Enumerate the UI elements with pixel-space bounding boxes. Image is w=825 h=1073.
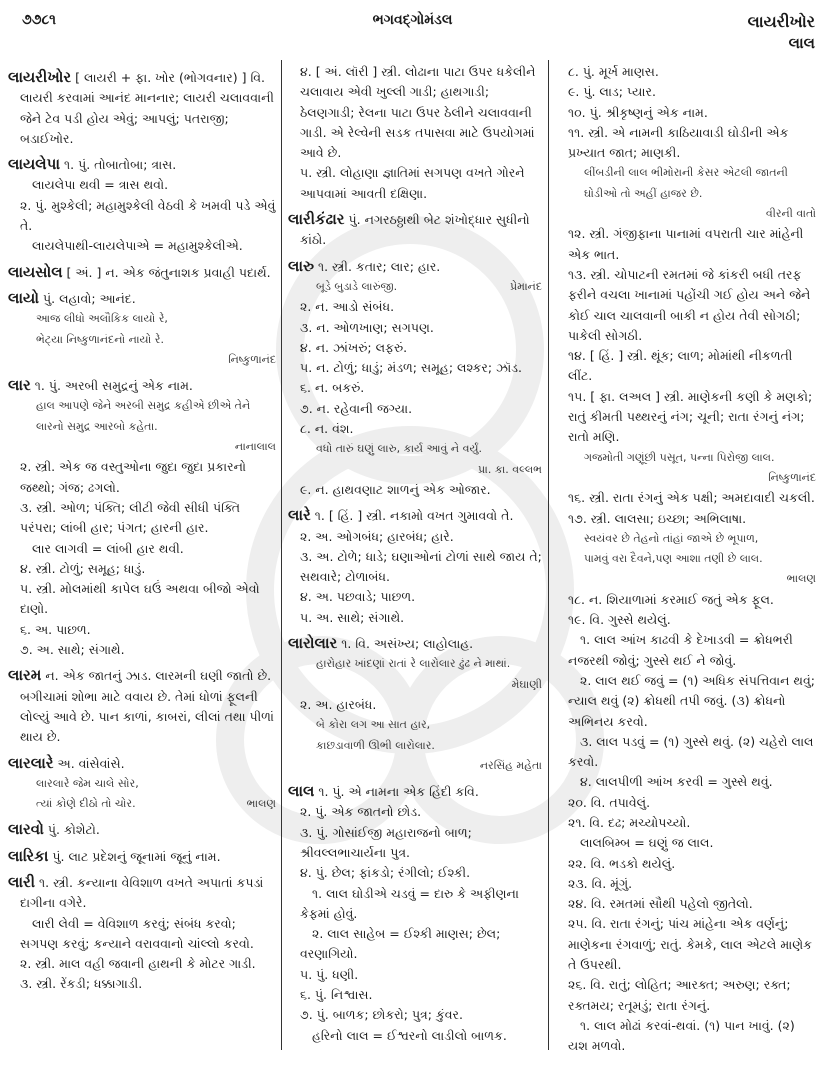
idiom-usage [8,236,276,256]
entry-text: હાલ આપણે જેને અરબી સમુદ્ર કહીએ છીએ તેને લારનો સમુદ્ર આરબો કહેતા. [36,399,251,433]
column-divider [281,60,282,1050]
entry-text: ૧. પું. અરબી સમુદ્રનું એક નામ. [30,378,193,394]
entry-text: ૪. સ્ત્રી. ટોળું; સમૂહ; ધાડું. [20,560,146,576]
quote-attribution [556,468,816,488]
headword: લાયસોલ [8,262,63,281]
entry-text: ૪. લાલપીળી આંખ કરવી = ગુસ્સે થવું. [580,774,773,790]
entry-text: ૨. લાલ થઈ જવું = (૧) અધિક સંપત્તિવાન થવું; ન્યાલ થવું (૨) ક્રોધથી તપી જવું. (૩) ક્રોધનો અભિનય કરવો. [568,672,815,729]
page-number: ૭૭૮૧ [22,12,57,28]
entry-text: ૧૫. [ ફા. લઅલ ] સ્ત્રી. માણેકની કણી કે મણકો; રાતું કીમતી પથ્થરનું નંગ; ચૂની; રાતા રંગનું નંગ; રાતો મણિ. [568,388,813,445]
entry-text: પું. લાટ પ્રદેશનું જૂનામાં જૂનું નામ. [48,848,221,864]
entry-text: પામવું વરા દૈવને,પણ આશા તણી છે લાલ. [584,552,763,566]
sense-definition [288,965,542,985]
dictionary-entry [8,665,276,747]
dictionary-entry [8,375,276,396]
sense-definition [288,318,542,338]
sense-definition [288,547,542,588]
sense-definition [288,358,542,378]
entry-text: ૪. પું. છેલ; ફાંકડો; રંગીલો; ઈશ્કી. [300,865,471,881]
idiom-usage [556,1016,816,1057]
entry-text: લારલારે જેમ ચાલે સોર, [36,776,139,790]
quote-attribution [288,675,542,695]
entry-text: ૨. અ. ઓગબંધ; હારબંધ; હારે. [300,528,454,544]
headword: લાયલેપા [8,155,61,174]
idiom-usage [8,539,276,559]
entry-text: ૯. પું. લાડ; પ્યાર. [568,84,656,100]
entry-text: ભેટ્યા નિષ્કુળાનંદનો નાયો રે. [36,332,164,346]
sense-definition [288,608,542,628]
example-quote [8,330,276,350]
sense-definition [556,610,816,630]
sense-definition [556,103,816,123]
entry-text: ૨૬. વિ. રાતું; લોહિત; આરક્ત; અરુણ; રક્ત; રક્તમય; રતૂમડું; રાતા રંગનું. [568,977,791,1013]
entry-text: ૨. અ. હારબંધ. [300,696,377,712]
entry-text: ૫. અ. સાથે; સંગાથે. [300,609,405,625]
dictionary-entry [288,505,542,526]
example-quote [556,163,816,204]
sense-definition [8,196,276,237]
entry-text: ૫. પું. ધણી. [300,966,359,982]
idiom-usage [8,175,276,195]
dictionary-entry [8,846,276,867]
sense-definition [556,793,816,813]
entry-text: ૨. ન. આડો સંબંધ. [300,299,395,315]
entry-text: [ અં. ] ન. એક જંતુનાશક પ્રવાહી પદાર્થ. [62,264,271,280]
quote-attribution [288,460,542,480]
sense-definition [8,620,276,640]
dictionary-entry [8,288,276,309]
sense-definition [288,863,542,883]
entry-text: ૧. સ્ત્રી. કન્યાના વેવિશાળ વખતે અપાતાં કપડાં દાગીના વગેરે. [20,874,264,911]
sense-definition [556,265,816,346]
sense-definition [288,802,542,822]
sense-definition [556,894,816,914]
entry-text: ૧. લાલ મોઢાં કરવાં-થવાં. (૧) પાન ખાવું. (૨) યશ મળવો. [568,1017,795,1054]
entry-text: ૯. ન. હાથવણાટ શાળનું એક ઓજાર. [300,481,491,497]
dictionary-entry [8,262,276,283]
column-divider [548,60,549,1050]
entry-text: ૧. [ હિં. ] સ્ત્રી. નકામો વખત ગુમાવવો તે. [310,508,514,524]
entry-text: ૨૨. વિ. ભડકો થયેલું. [568,855,676,871]
quote-attribution [8,350,276,370]
sense-definition [556,914,816,975]
example-quote [556,549,816,569]
entry-text: ૮. ન. વંશ. [300,421,354,437]
entry-text: [ લાયરી + ફા. ખોર (ભોગવનાર) ] વિ. લાયરી કરવામાં આનંદ માનનાર; લાયરી ચલાવવાની જેને ટેવ પડી હોય એવું; આપલું; પતરાજી; બડાઈખોર. [20,70,274,146]
example-quote [556,529,816,549]
sense-definition [288,1005,542,1025]
sense-definition [288,338,542,358]
sense-definition [288,587,542,607]
entry-text: મેઘાણી [511,677,542,691]
entry-text: ૧૬. સ્ત્રી. રાતા રંગનું એક પક્ષી; અમદાવાદી ચકલી. [568,490,815,506]
sense-definition [288,695,542,715]
sense-definition [288,985,542,1005]
quote-attribution [556,569,816,589]
entry-text: અ. વાંસેવાંસે. [53,755,125,771]
entry-text: ૧૮. ન. શિયાળામાં કરમાઈ જતું એક ફૂલ. [568,591,774,607]
entry-text: ૪. અ. પછવાડે; પાછળ. [300,589,416,605]
entry-text: ૧૭. સ્ત્રી. લાલસા; ઇચ્છા; અભિલાષા. [568,510,747,526]
entry-text: નિષ્કુળાનંદ [228,352,276,366]
entry-text: પું. લહાવો; આનંદ. [39,290,136,306]
running-head-first-word: લાયરીખોર [747,12,815,31]
entry-text: ૧૯. વિ. ગુસ્સે થયેલું. [568,612,671,628]
sense-definition [8,640,276,660]
entry-text: પું. નગરઠઠ્ઠાથી બેટ શંખોદ્ધાર સુધીનો કાંઠો. [300,212,530,248]
sense-definition [556,82,816,102]
entry-text: ૩. અ. ટોળે; ધાડે; ઘણાઓનાં ટોળાં સાથે જાય તે; સથવારે; ટોળાબંધ. [300,548,542,585]
headword: લાર [8,376,31,395]
example-quote [8,794,276,814]
entry-text: હરિનો લાલ = ઈશ્વરનો લાડીલો બાળક. [312,1027,507,1043]
entry-text: ૮. પું. મૂર્ખ માણસ. [568,64,659,79]
entry-text: બે કોરા લગ આ સાત હાર, [316,718,431,732]
example-quote [288,277,542,297]
sense-definition [288,297,542,317]
sense-definition [556,813,816,833]
sense-definition [556,123,816,164]
headword: લારમ [8,666,42,685]
entry-text: નિષ્કુળાનંદ [768,470,816,484]
entry-text: હારોહાર ખાંદણાં રાતાં રે લારોલાર ઢુંઢ ને માથાં. [316,657,511,671]
dictionary-entry [288,209,542,251]
entry-text: લારી લેવી = વેવિશાળ કરવું; સંબંધ કરવો; સગપણ કરવું; કન્યાને વરાવવાનો ચાંલ્લો કરવો. [20,915,254,951]
example-quote [8,396,276,437]
entry-text: ૨૩. વિ. મૂંગું. [568,875,633,891]
idiom-usage [556,630,816,671]
sense-definition [556,975,816,1016]
entry-text: પું. કોશેટો. [43,822,100,838]
sense-definition [8,559,276,579]
entry-text: ૨૦. વિ. તપાવેલું. [568,794,651,810]
entry-text: ૧. લાલ આંખ કાઢવી કે દેખાડવી = ક્રોધભરી નજરથી જોવું; ગુસ્સે થઈ ને જોવું. [568,632,793,668]
quote-attribution [556,204,816,224]
sense-definition [556,387,816,448]
headword: લાયરીખોર [8,68,72,86]
entry-text: ૫. ન. ટોળું; ધાડું; મંડળ; સમૂહ; લશ્કર; ઝૉડ. [300,360,523,376]
entry-text: ૫. સ્ત્રી. લોહાણા જ્ઞાતિમાં સગપણ વખતે ગોરને આપવામાં આવતી દક્ષિણા. [300,165,525,201]
entry-text: લાલબિમ્બ = ઘણું જ લાલ. [580,835,714,851]
headword: લાલ [288,782,315,801]
sense-definition [288,399,542,419]
entry-text: કાછડાવાળી ઊભી લારોલાર. [316,738,435,752]
entry-text: ૭. ન. રહેવાની જગ્યા. [300,400,413,416]
entry-text: ૨. સ્ત્રી. માલ વહી જવાની હાથની કે મોટર ગાડી. [20,956,256,972]
entry-text: ૭. પું. બાળક; છોકરો; પુત્ર; કુંવર. [300,1007,463,1023]
entry-text: ૨૫. વિ. રાતા રંગનું; પાંચ માંહેના એક વર્ણનું; માણેકના રંગવાળું; રાતું. કેમકે, લાલ એટલે માણેક તે ઉપરથી. [568,916,812,973]
entry-text: નરસિંહ મહેતા [479,758,542,772]
sense-definition [8,579,276,620]
sense-definition [556,509,816,529]
sense-definition [8,457,276,498]
dictionary-entry [8,753,276,774]
entry-text: ૧. સ્ત્રી. કતાર; લાર; હાર. [314,258,441,274]
headword: લારુ [288,256,315,275]
sense-definition [556,62,816,82]
headword: લારોલાર [288,634,338,653]
idiom-usage [288,884,542,925]
entry-text: ૧૪. [ હિં. ] સ્ત્રી. થૂંક; લાળ; મોમાંથી નીકળતી લીંટ. [568,348,793,384]
example-quote [8,309,276,329]
example-quote [8,774,276,794]
example-quote [556,448,816,468]
column-1 [8,62,276,995]
entry-text: નાનાલાલ [234,440,276,454]
quote-attribution: પ્રેમાનંદ [510,279,542,293]
idiom-usage [556,732,816,773]
column-3 [556,62,816,1057]
quote-attribution [8,437,276,457]
sense-definition [8,498,276,539]
entry-text: ૫. સ્ત્રી. મોલમાંથી કાપેલ ઘઉં અથવા બીજો એવો દાણો. [20,581,260,617]
entry-text: ૧. પું. એ નામના એક હિંદી કવિ. [314,784,479,800]
headword: લાયો [8,288,40,307]
idiom-usage [556,833,816,853]
sense-definition [556,590,816,610]
example-quote [288,736,542,756]
sense-definition [288,62,542,163]
sense-definition [8,954,276,974]
entry-text: ૬. અ. પાછળ. [20,621,91,637]
entry-text: લાયલેપાથી-લાયલેપાએ = મહામુશ્કેલીએ. [32,238,243,254]
entry-text: ૬. પું. નિશ્વાસ. [300,987,373,1003]
entry-text: ૧૨. સ્ત્રી. ગંજીફાના પાનામાં વપરાતી ચાર માંહેની એક ભાત. [568,226,804,262]
sense-definition [556,224,816,265]
sense-definition [288,480,542,500]
entry-text: લાર લાગવી = લાંબી હાર થવી. [32,540,184,556]
sense-definition [8,974,276,994]
sense-definition [556,346,816,387]
entry-text: ૨૧. વિ. દઢ; મચ્યોપચ્યો. [568,814,691,830]
entry-text: ૪. [ અં. લૉરી ] સ્ત્રી. લોઢાના પાટા ઉપર ધકેલીને ચલાવાય એવી ખુલ્લી ગાડી; હાથગાડી; ઠેલણગાડી; રેલના પાટા ઉપર ઠેલીને ચલાવવાની ગાડી. એ રેલ્વેની સડક તપાસવા માટે ઉપયોગમાં આવે છે. [300,64,536,161]
entry-text: ૩. સ્ત્રી. રેંકડી; ધક્કાગાડી. [20,976,143,992]
quote-attribution: ભાલણ [246,797,276,811]
idiom-usage [288,924,542,965]
entry-text: બૂડે બુડાડે લારુંજી. [316,279,398,293]
example-quote [288,715,542,735]
sense-definition [556,488,816,508]
entry-text: ૬. ન. બકરું. [300,380,365,396]
entry-text: ૨. પું. મુશ્કેલી; મહામુશ્કેલી વેઠવી કે ખમવી પડે એવું તે. [20,197,276,234]
quote-attribution [288,756,542,776]
entry-text: ૧૧. સ્ત્રી. એ નામની કાઠિયાવાડી ઘોડીની એક પ્રખ્યાત જાત; માણકી. [568,124,789,161]
dictionary-entry [288,633,542,654]
entry-text: ૨. સ્ત્રી. એક જ વસ્તુઓના જુદા જુદા પ્રકારનો જથ્થો; ગંજ; ઢગલો. [20,459,247,495]
entry-text: ૨. પું. એક જાતનો છોડ. [300,804,422,820]
example-quote [288,439,542,459]
headword: લારલારે [8,753,54,772]
entry-text: ૧૦. પું. શ્રીકૃષ્ણનું એક નામ. [568,104,708,120]
sense-definition [288,163,542,204]
entry-text: વીરની વાતો [765,207,816,221]
entry-text: ૧. લાલ ઘોડીએ ચડવું = દારુ કે અફીણના કેફમાં હોવું. [300,885,519,921]
dictionary-entry [288,781,542,802]
entry-text: ૩. સ્ત્રી. ઓળ; પંક્તિ; લીટી જેવી સીધી પંક્તિ પરંપરા; લાંબી હાર; પંગત; હારની હાર. [20,499,241,536]
headword: લારિકા [8,846,49,865]
example-quote [288,654,542,674]
sense-definition [556,874,816,894]
entry-text: ૧૩. સ્ત્રી. ચોપાટની રમતમાં જે કાંકરી બધી તરફ ફરીને વચલા ખાનામાં પહોંચી ગઈ હોય અને જેને કોઈ ચાલ ચાલવાની બાકી ન હોય તેવી સોગઠી; પાકેલી સોગઠી. [568,266,811,343]
headword: લારે [288,506,311,525]
entry-text: ભાલણ [786,572,816,586]
dictionary-entry [8,154,276,175]
entry-text: લાયલેપા થવી = ત્રાસ થવો. [32,177,169,193]
entry-text: ૩. ન. ઓળખાણ; સગપણ. [300,319,434,335]
sense-definition [288,527,542,547]
entry-text: વધો તારું ઘણું લારુ, કાર્ય આવું ને વર્યું. [316,442,482,456]
entry-text: ૩. લાલ પડવું = (૧) ગુસ્સે થવું. (૨) ચહેરો લાલ કરવો. [568,733,814,770]
sense-definition [288,823,542,864]
sense-definition [288,378,542,398]
dictionary-entry [8,872,276,914]
entry-text: ન. એક જાતનું ઝાડ. લારમની ઘણી જાતો છે. બગીચામાં શોભા માટે વવાય છે. તેમાં ધોળાં ફૂલની લોલ્યું આવે છે. પાન કાળાં, કાબરાં, લીલાં તથા પીળાં થાય છે. [20,668,274,745]
entry-text: ૧. પું. તોબાતોબા; ત્રાસ. [60,157,177,173]
entry-text: આજ લીધો અલૌકિક લાયો રે, [36,312,168,326]
column-2 [288,62,542,1046]
idiom-usage [556,772,816,792]
entry-text: ૧. વિ. અસંખ્ય; લાહોલાહ. [337,636,474,652]
headword: લારી [8,872,36,891]
dictionary-entry [288,256,542,277]
entry-text: પ્રા. કા. વલ્લભ [478,462,542,476]
entry-text: લીંબડીની લાલ ભીમોરાની કેસર એટલી જાતની ઘોડીઓ તો અહીં હાજર છે. [584,166,788,200]
entry-text: સ્વયંવર છે તેહનો તાંહાં જાએ છે ભૂપાળ, [584,531,759,545]
headword: લારીકંઢાર [288,210,345,229]
page-title: ભગવદ્ગોમંડલ [372,12,453,28]
sense-definition [556,854,816,874]
dictionary-entry [8,67,276,149]
entry-text: ૭. અ. સાથે; સંગાથે. [20,642,125,658]
idiom-usage [8,914,276,955]
idiom-usage [556,671,816,732]
entry-text: ૪. ન. ઝાંખરું; લફરું. [300,339,408,355]
sense-definition [288,419,542,439]
running-head-last-word: લાલ [788,34,815,52]
entry-text: ૨. લાલ સાહેબ = ઈશ્કી માણસ; છેલ; વરણાગિયો. [300,926,501,962]
entry-text: ગજમોતી ગણૂંછી પસૂત, પન્ના પિરોજી લાલ. [584,450,775,464]
entry-text: ૩. પું. ગોસાંઈજી મહારાજનો બાળ; શ્રીવલ્લભાચાર્યના પુત્ર. [300,824,472,860]
headword: લારવો [8,820,44,839]
entry-text: ત્યાં કોણે દીઠો તો ચોર. [36,797,136,811]
entry-text: ૨૪. વિ. રમતમાં સૌથી પહેલો જીતેલો. [568,896,753,912]
idiom-usage [288,1026,542,1046]
dictionary-entry [8,819,276,840]
